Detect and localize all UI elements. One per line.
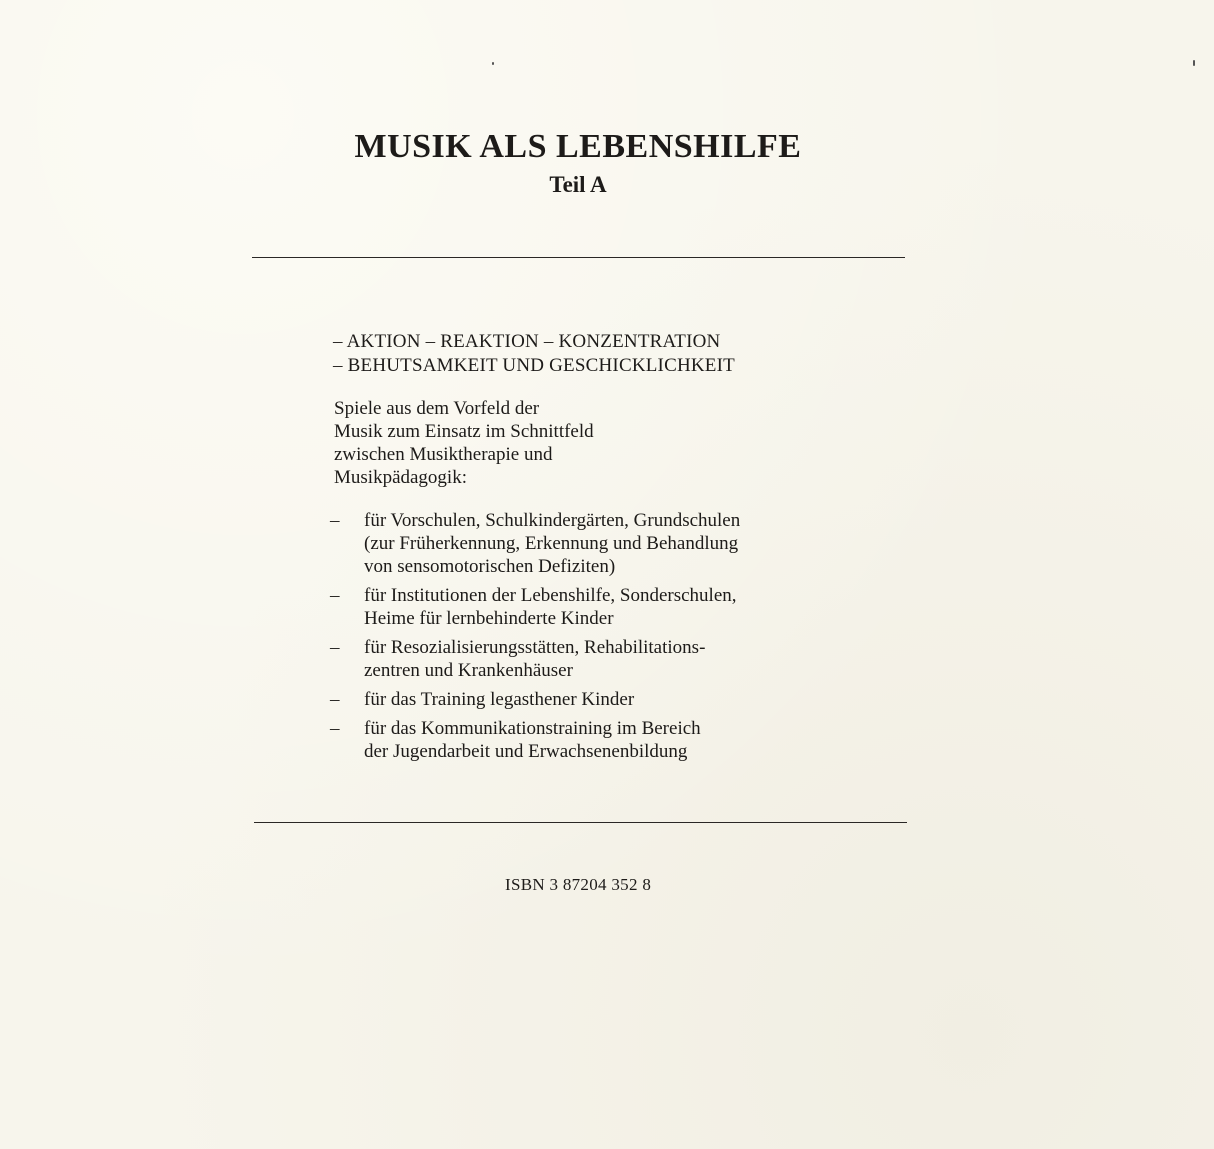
- bullet-dash: –: [330, 510, 340, 531]
- paper-speck: [1193, 60, 1195, 66]
- list-item: [330, 636, 740, 682]
- list-item-line: für das Training legasthener Kinder: [364, 689, 635, 710]
- list-item: [330, 717, 740, 763]
- divider-top: [252, 257, 905, 258]
- uses-list: [330, 509, 740, 769]
- page-subtitle: Teil A: [549, 172, 607, 197]
- topic-line: – BEHUTSAMKEIT UND GESCHICKLICHKEIT: [333, 355, 735, 376]
- topic-line: – AKTION – REAKTION – KONZENTRATION: [333, 331, 721, 352]
- bullet-dash: –: [330, 718, 340, 739]
- intro-line: zwischen Musiktherapie und: [334, 444, 553, 465]
- list-item-line: für Institutionen der Lebenshilfe, Sonderschulen,: [364, 585, 737, 606]
- list-item: [330, 509, 740, 578]
- list-item-line: Heime für lernbehinderte Kinder: [364, 608, 614, 629]
- list-item-line: zentren und Krankenhäuser: [364, 660, 573, 681]
- intro-paragraph: [334, 397, 674, 489]
- paper-speck: [492, 62, 494, 65]
- list-item-line: für das Kommunikationstraining im Bereich: [364, 718, 701, 739]
- bullet-dash: –: [330, 585, 340, 606]
- intro-line: Musik zum Einsatz im Schnittfeld: [334, 421, 594, 442]
- list-item-line: (zur Früherkennung, Erkennung und Behandlung: [364, 533, 739, 554]
- page-title: MUSIK ALS LEBENSHILFE: [354, 128, 802, 165]
- bullet-dash: –: [330, 637, 340, 658]
- list-item-line: für Vorschulen, Schulkindergärten, Grundschulen: [364, 510, 741, 531]
- intro-line: Spiele aus dem Vorfeld der: [334, 398, 540, 419]
- intro-line: Musikpädagogik:: [334, 467, 467, 488]
- topics-list: [333, 330, 735, 378]
- list-item: [330, 688, 740, 711]
- divider-bottom: [254, 822, 907, 823]
- list-item-line: der Jugendarbeit und Erwachsenenbildung: [364, 741, 688, 762]
- list-item-line: von sensomotorischen Defiziten): [364, 556, 616, 577]
- list-item-line: für Resozialisierungsstätten, Rehabilitations-: [364, 637, 706, 658]
- bullet-dash: –: [330, 689, 340, 710]
- isbn-label: ISBN 3 87204 352 8: [505, 875, 652, 894]
- list-item: [330, 584, 740, 630]
